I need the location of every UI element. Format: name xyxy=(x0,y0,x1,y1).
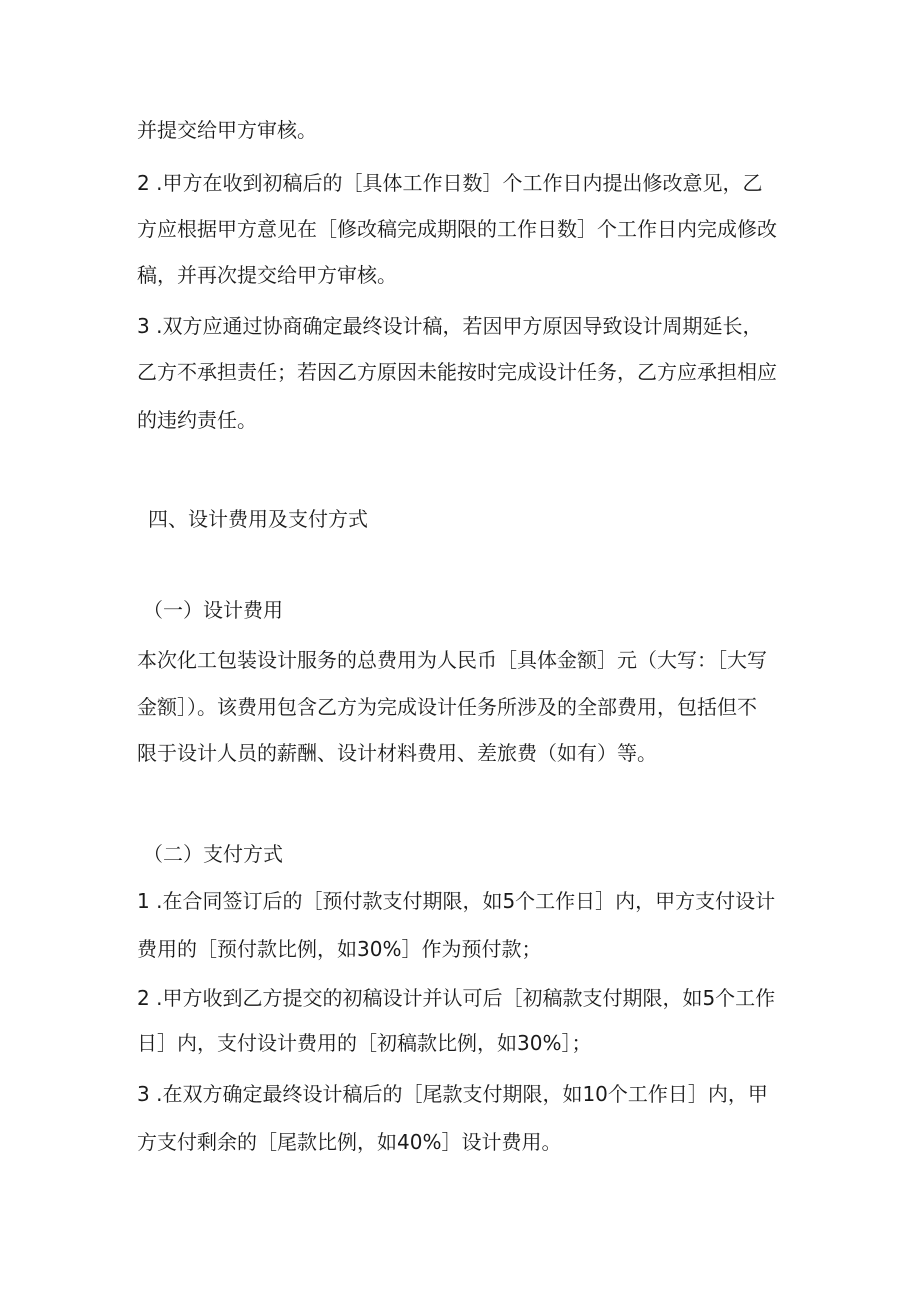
fee-subheading: （一）设计费用 xyxy=(143,598,283,622)
fee-paragraph-line: 本次化工包装设计服务的总费用为人民币［具体金额］元（大写：［大写 xyxy=(137,648,767,672)
item3-line: 3 .双方应通过协商确定最终设计稿，若因甲方原因导致设计周期延长， xyxy=(137,314,763,338)
fee-paragraph-line: 限于设计人员的薪酬、设计材料费用、差旅费（如有）等。 xyxy=(137,741,657,765)
item3-line: 乙方不承担责任；若因乙方原因未能按时完成设计任务，乙方应承担相应 xyxy=(137,360,777,384)
payment-item2-line: 日］内，支付设计费用的［初稿款比例，如30%］； xyxy=(137,1031,592,1055)
item2-line: 2 .甲方在收到初稿后的［具体工作日数］个工作日内提出修改意见，乙 xyxy=(137,171,763,195)
section-heading: 四、设计费用及支付方式 xyxy=(148,507,368,531)
payment-item2-line: 2 .甲方收到乙方提交的初稿设计并认可后［初稿款支付期限，如5个工作 xyxy=(137,986,776,1010)
item2-line: 稿，并再次提交给甲方审核。 xyxy=(137,263,397,287)
item1-tail-line: 并提交给甲方审核。 xyxy=(137,118,317,142)
payment-item3-line: 方支付剩余的［尾款比例，如40%］设计费用。 xyxy=(137,1130,562,1154)
fee-paragraph-line: 金额］）。该费用包含乙方为完成设计任务所涉及的全部费用，包括但不 xyxy=(137,695,757,719)
payment-subheading: （二）支付方式 xyxy=(143,842,283,866)
payment-item3-line: 3 .在双方确定最终设计稿后的［尾款支付期限，如10个工作日］内，甲 xyxy=(137,1082,768,1106)
payment-item1-line: 1 .在合同签订后的［预付款支付期限，如5个工作日］内，甲方支付设计 xyxy=(137,889,776,913)
payment-item1-line: 费用的［预付款比例，如30%］作为预付款； xyxy=(137,937,542,961)
item3-line: 的违约责任。 xyxy=(137,408,257,432)
item2-line: 方应根据甲方意见在［修改稿完成期限的工作日数］个工作日内完成修改 xyxy=(137,217,777,241)
